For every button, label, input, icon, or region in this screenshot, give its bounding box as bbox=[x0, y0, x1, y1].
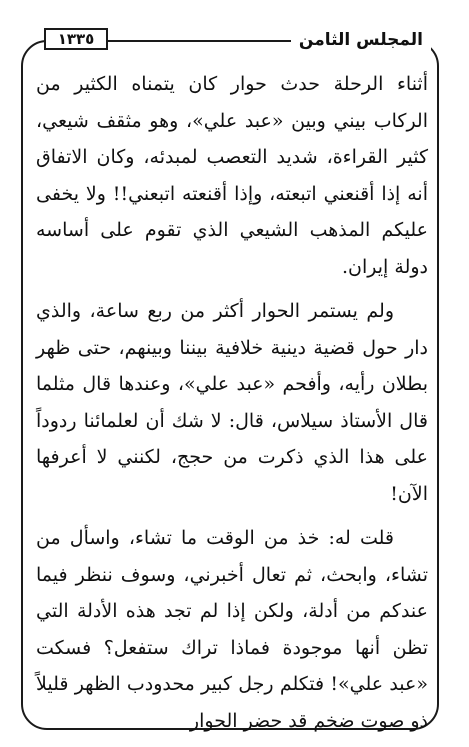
page-number: ١٣٣٥ bbox=[44, 28, 108, 50]
paragraph-1: أثناء الرحلة حدث حوار كان يتمناه الكثير من الركاب بيني وبين «عبد علي»، وهو مثقف شيعي، كثير القراءة، شديد التعصب لمبدئه، وكان الاتفاق أنه إذا أقنعني اتبعته، وإذا أقنعته اتبعني!! ولا يخفى عليكم المذهب الشيعي الذي تقوم على أساسه دولة إيران. bbox=[36, 73, 428, 278]
paragraph-2: ولم يستمر الحوار أكثر من ربع ساعة، والذي دار حول قضية دينية خلافية بيننا وبينهم، حتى ظهر بطلان رأيه، وأفحم «عبد علي»، وعندها قال مثلما قال الأستاذ سيلاس، قال: لا شك أن لعلمائنا ردوداً على هذا الذي ذكرت من حجج، لكنني لا أعرفها الآن! bbox=[36, 300, 428, 505]
text-body bbox=[36, 66, 428, 747]
chapter-title: المجلس الثامن bbox=[291, 28, 431, 52]
paragraph-3: قلت له: خذ من الوقت ما تشاء، واسأل من تشاء، وابحث، ثم تعال أخبرني، وسوف ننظر فيما عندكم من أدلة، ولكن إذا لم تجد هذه الأدلة التي تظن أنها موجودة فماذا تراك ستفعل؟ فسكت «عبد علي»! فتكلم رجل كبير محدودب الظهر قليلاً ذو صوت ضخم قد حضر الحوار bbox=[36, 527, 428, 732]
